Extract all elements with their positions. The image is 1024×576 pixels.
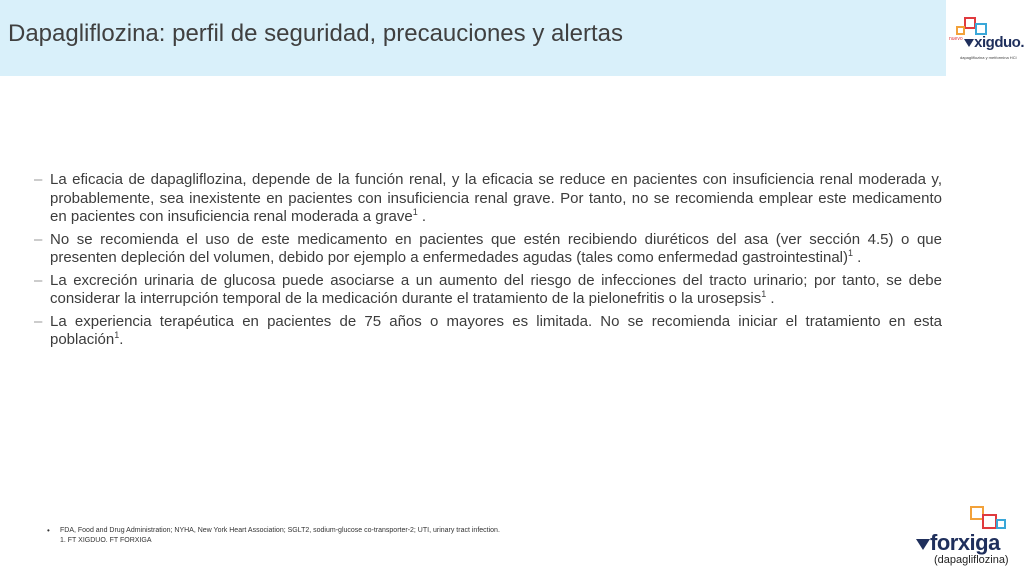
- dash-bullet-icon: –: [34, 312, 43, 330]
- logo-subtitle: (dapagliflozina): [934, 554, 1009, 566]
- footnote: [47, 526, 880, 546]
- footnote-bullet: •: [47, 526, 50, 535]
- logo-square-icon: [996, 519, 1006, 529]
- list-item: – La excreción urinaria de glucosa puede asociarse a un aumento del riesgo de infecciones del tracto urinario; por tanto, se debe considerar la interrupción temporal de la medicación durante el tratamiento de la pielonefritis o la urosepsis$^1$ .: [34, 271, 942, 307]
- dash-bullet-icon: –: [34, 230, 43, 248]
- list-item: – No se recomienda el uso de este medicamento en pacientes que estén recibiendo diuréticos del asa (ver sección 4.5) o que presenten depleción del volumen, debido por ejemplo a enfermedades agudas (tales como enfermedad gastrointestinal)$^1$ .: [34, 230, 942, 266]
- logo-tag: nuevo: [949, 36, 963, 42]
- title-bar: [0, 0, 946, 76]
- triangle-icon: [964, 39, 974, 47]
- forxiga-logo: [912, 502, 1024, 576]
- logo-brand: forxiga: [916, 530, 1000, 556]
- footnote-abbreviations: FDA, Food and Drug Administration; NYHA, New York Heart Association; SGLT2, sodium-glucose co-transporter-2; UTI, urinary tract infection.: [60, 527, 500, 534]
- list-item: – La experiencia terapéutica en pacientes de 75 años o mayores es limitada. No se recomienda iniciar el tratamiento en esta población$^1$.: [34, 312, 942, 348]
- logo-subtitle: dapagliflozina y metformina HCl: [960, 55, 1017, 60]
- dash-bullet-icon: –: [34, 171, 43, 188]
- footnote-references: 1. FT XIGDUO. FT FORXIGA: [60, 537, 152, 544]
- slide-title: Dapagliflozina: perfil de seguridad, precauciones y alertas: [8, 20, 624, 47]
- logo-brand: xigduo.: [946, 34, 1024, 51]
- dash-bullet-icon: –: [34, 271, 43, 289]
- triangle-icon: [916, 539, 930, 550]
- bullet-list: [34, 171, 942, 354]
- logo-square-icon: [982, 514, 997, 529]
- list-item: – La eficacia de dapagliflozina, depende de la función renal, y la eficacia se reduce en pacientes con insuficiencia renal moderada y, probablemente, sea inexistente en pacientes con insuficiencia renal grave. Por tanto, no se recomienda emplear este medicamento en pacientes con insuficiencia renal moderada a grave$^1$ .: [34, 171, 942, 225]
- xigduo-logo: [946, 0, 1024, 76]
